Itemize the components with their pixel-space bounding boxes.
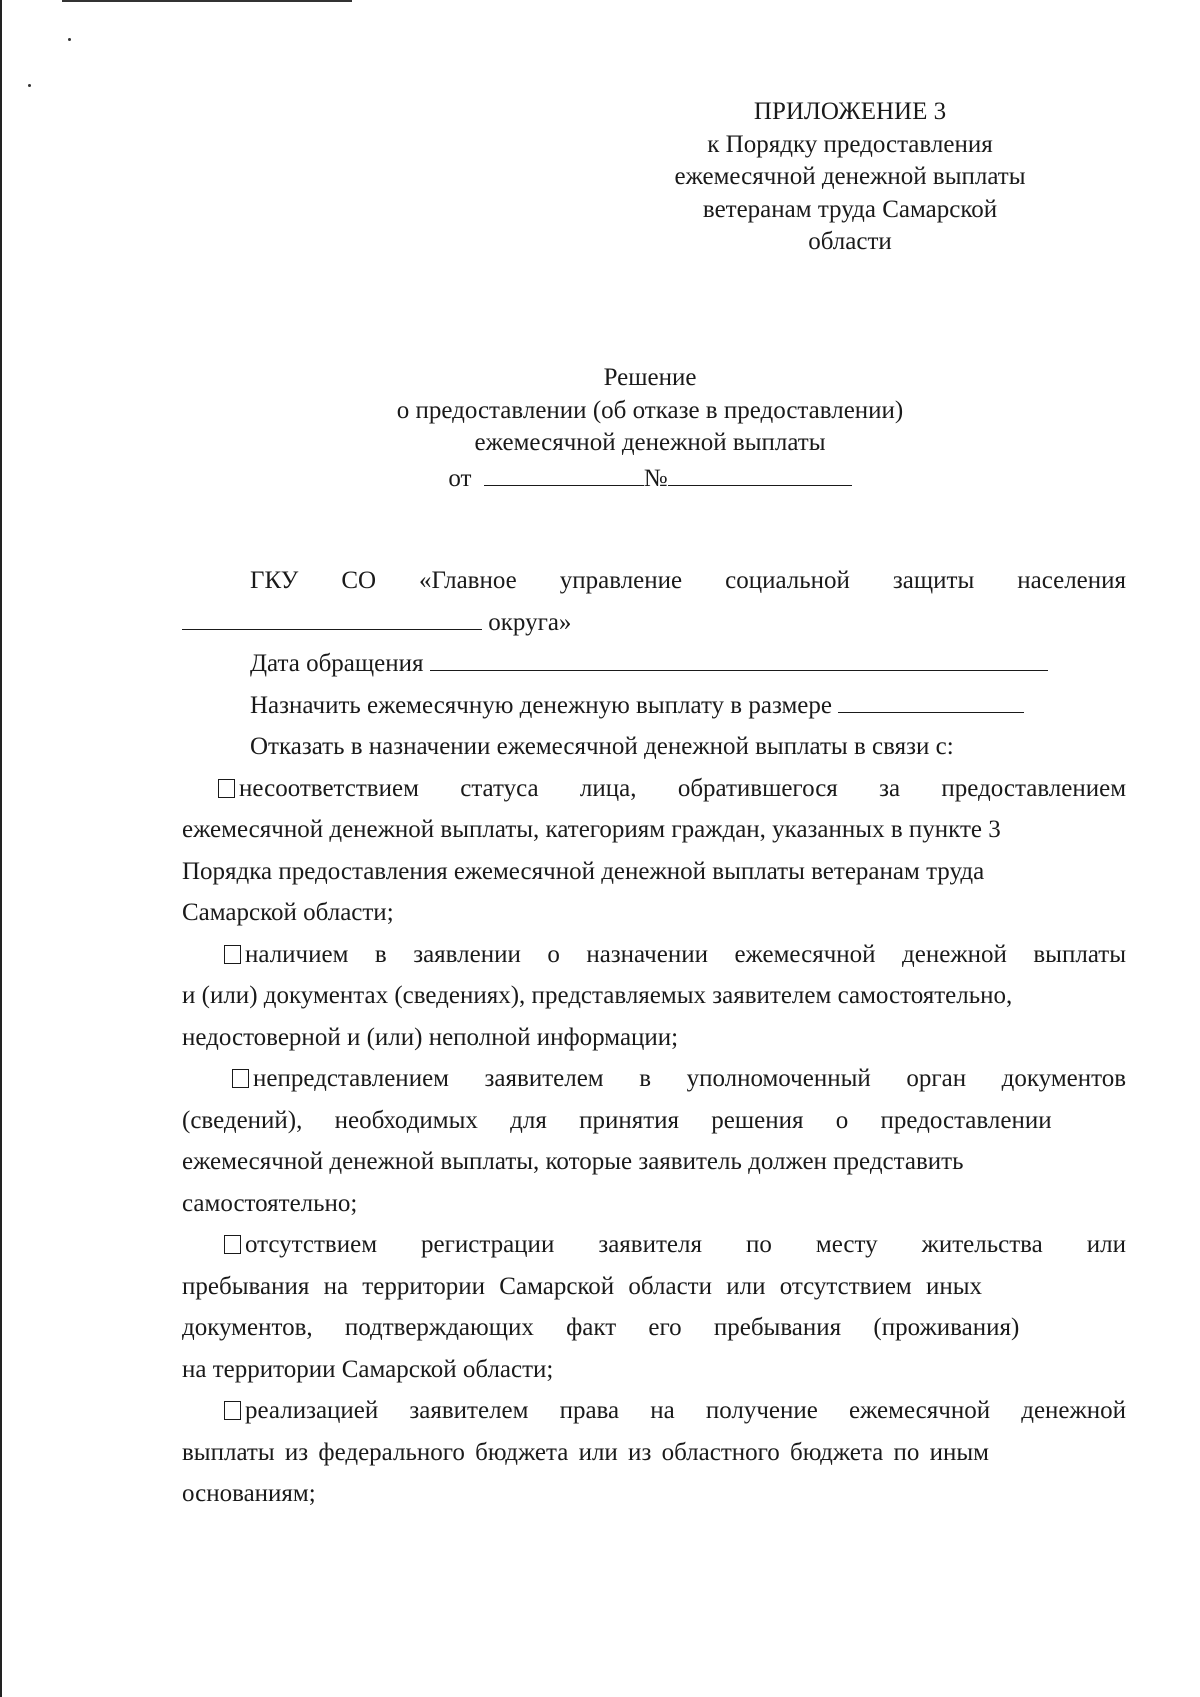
- reason-line: (сведений), необходимых для принятия решения о предоставлении: [182, 1106, 1052, 1134]
- appendix-line: ветеранам труда Самарской: [702, 195, 998, 223]
- reason-line: Самарской области;: [182, 899, 394, 926]
- appendix-line: области: [808, 228, 892, 255]
- decision-date-field[interactable]: [484, 460, 644, 486]
- reason-line: пребывания на территории Самарской области или отсутствием иных: [182, 1272, 983, 1300]
- appendix-block: [640, 96, 1060, 259]
- decision-subtitle: о предоставлении (об отказе в предоставлении): [396, 396, 904, 424]
- reason-line: ежемесячной денежной выплаты, категориям граждан, указанных в пункте 3: [182, 816, 1001, 843]
- refusal-reason: [182, 768, 1126, 934]
- reason-line: на территории Самарской области;: [182, 1355, 554, 1383]
- org-line-2: округа»: [182, 602, 1126, 644]
- application-date-line: [182, 643, 1126, 685]
- date-prefix: от: [448, 464, 472, 492]
- scan-speck: [28, 84, 31, 87]
- assign-amount-field[interactable]: [838, 687, 1024, 713]
- refusal-reason: [182, 1390, 1126, 1515]
- application-date-field[interactable]: [430, 645, 1048, 671]
- reason-line: основаниям;: [182, 1480, 316, 1507]
- reason-line: наличием в заявлении о назначении ежемесячной денежной выплаты: [182, 934, 1126, 976]
- district-field[interactable]: [182, 604, 482, 630]
- application-date-label: Дата обращения: [250, 650, 424, 677]
- scan-border-left: [0, 0, 2, 1697]
- reason-line: выплаты из федерального бюджета или из областного бюджета по иным: [182, 1438, 989, 1466]
- appendix-line: к Порядку предоставления: [707, 130, 993, 158]
- reason-line: отсутствием регистрации заявителя по месту жительства или: [182, 1224, 1126, 1266]
- reason-line: реализацией заявителем права на получение ежемесячной денежной: [182, 1390, 1126, 1432]
- decision-title-block: [300, 362, 1000, 495]
- decision-subtitle: ежемесячной денежной выплаты: [474, 429, 826, 456]
- refusal-reason: [182, 1058, 1126, 1224]
- reason-line: ежемесячной денежной выплаты, которые заявитель должен представить: [182, 1148, 964, 1175]
- reason-checkbox[interactable]: [224, 1235, 241, 1254]
- decision-title: Решение: [603, 364, 697, 391]
- assign-amount-line: [182, 685, 1126, 727]
- appendix-heading: ПРИЛОЖЕНИЕ 3: [753, 98, 947, 125]
- reason-line: Порядка предоставления ежемесячной денежной выплаты ветеранам труда: [182, 857, 985, 885]
- reason-line: несоответствием статуса лица, обратившегося за предоставлением: [182, 768, 1126, 810]
- reason-checkbox[interactable]: [232, 1069, 249, 1088]
- org-line: ГКУ СО «Главное управление социальной защиты населения: [250, 567, 1127, 594]
- date-number-line: [300, 460, 1000, 496]
- refuse-label: Отказать в назначении ежемесячной денежной выплаты в связи с:: [250, 733, 954, 760]
- reason-line: и (или) документах (сведениях), представляемых заявителем самостоятельно,: [182, 982, 1013, 1009]
- assign-amount-label: Назначить ежемесячную денежную выплату в размере: [250, 691, 832, 719]
- reason-checkbox[interactable]: [224, 945, 241, 964]
- decision-body: [182, 560, 1126, 1515]
- scan-speck: [68, 38, 71, 41]
- reason-line: самостоятельно;: [182, 1189, 358, 1217]
- appendix-line: ежемесячной денежной выплаты: [674, 163, 1026, 190]
- refusal-reason: [182, 934, 1126, 1059]
- reason-line: недостоверной и (или) неполной информации;: [182, 1023, 679, 1051]
- reason-line: непредставлением заявителем в уполномоченный орган документов: [182, 1058, 1126, 1100]
- number-prefix: №: [643, 464, 668, 492]
- decision-number-field[interactable]: [668, 460, 852, 486]
- reason-line: документов, подтверждающих факт его пребывания (проживания): [182, 1314, 1020, 1341]
- refusal-reason: [182, 1224, 1126, 1390]
- reason-checkbox[interactable]: [218, 779, 235, 798]
- reason-checkbox[interactable]: [224, 1401, 241, 1420]
- scan-border-top: [62, 0, 352, 2]
